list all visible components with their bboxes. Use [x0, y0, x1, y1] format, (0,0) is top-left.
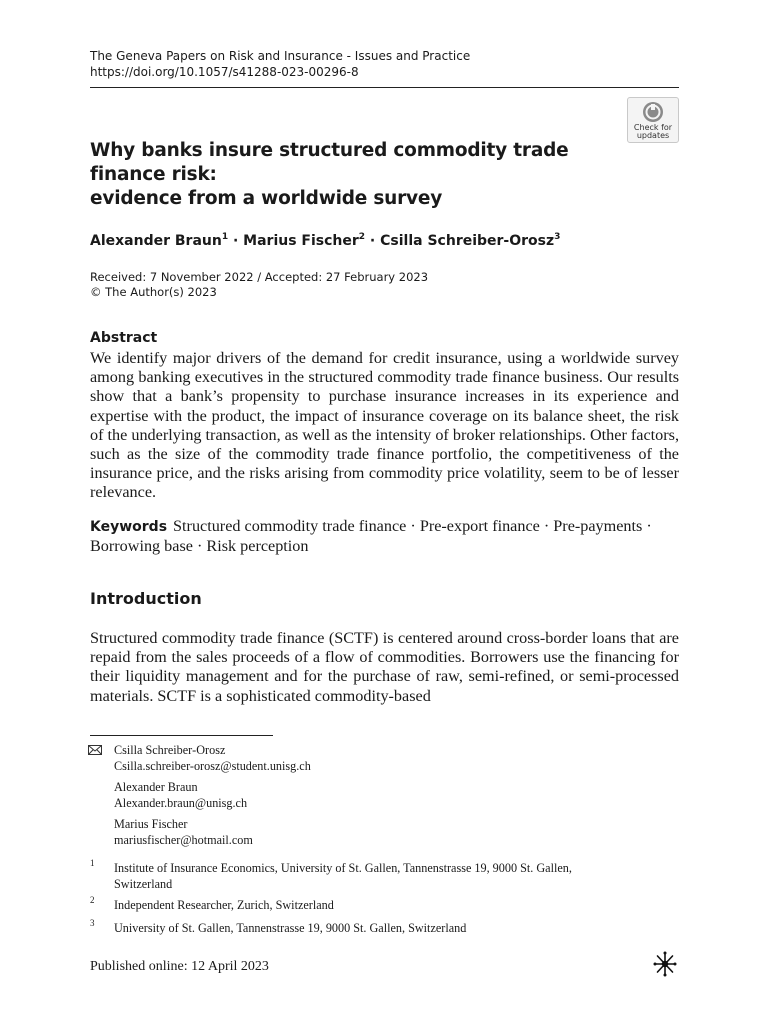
affiliation-item	[114, 897, 334, 913]
abstract-text: We identify major drivers of the demand for credit insurance, using a worldwide survey among banking executives in the structured commodity trade finance business. Our results show that a bank’s propensity to purchase insurance increases in its experience and expertise with the product, the impact of insurance coverage on its balance sheet, the risk of the underlying transaction, as well as the intensity of broker relationships. Other factors, such as the size of the commodity trade finance portfolio, the competitiveness of the insurance price, and the risks arising from commodity price volatility, seem to be of lesser relevance.	[90, 349, 679, 502]
author-separator: ·	[365, 233, 381, 249]
introduction-text: Structured commodity trade finance (SCTF) is centered around cross-border loans that are repaid from the sales proceeds of a flow of commodities. Borrowers use the financing for their liquidity management and for the purchase of raw, semi-refined, or semi-processed materials. SCTF is a sophisticated commodity-based	[90, 629, 679, 705]
introduction-heading: Introduction	[90, 589, 202, 608]
contact-item	[114, 742, 311, 774]
affiliation-line: Switzerland	[114, 877, 173, 891]
author-affil: 2	[358, 232, 366, 242]
author-name[interactable]: Marius Fischer	[243, 233, 359, 249]
published-online: Published online: 12 April 2023	[90, 959, 269, 974]
footnote-rule	[90, 735, 273, 736]
keywords-text: Structured commodity trade finance · Pre-export finance · Pre-payments · Borrowing base · Risk perception	[90, 517, 652, 556]
doi-link[interactable]: https://doi.org/10.1057/s41288-023-00296-8	[90, 65, 359, 79]
header-rule	[90, 87, 679, 88]
received-accepted: Received: 7 November 2022 / Accepted: 27 February 2023	[90, 270, 429, 284]
journal-header	[90, 48, 470, 80]
check-for-updates-badge[interactable]	[627, 97, 679, 143]
contact-email[interactable]: Csilla.schreiber-orosz@student.unisg.ch	[114, 759, 311, 773]
keywords	[90, 517, 679, 556]
author-affil: 1	[221, 232, 229, 242]
journal-name: The Geneva Papers on Risk and Insurance - Issues and Practice	[90, 49, 471, 63]
title-line-2: evidence from a worldwide survey	[90, 188, 443, 209]
copyright: © The Author(s) 2023	[90, 285, 217, 299]
affiliation-line: Independent Researcher, Zurich, Switzerland	[114, 898, 334, 912]
contact-name: Alexander Braun	[114, 780, 198, 794]
affiliation-line: University of St. Gallen, Tannenstrasse 19, 9000 St. Gallen, Switzerland	[114, 921, 467, 935]
contact-email[interactable]: mariusfischer@hotmail.com	[114, 833, 253, 847]
keywords-label: Keywords	[90, 519, 168, 535]
abstract-heading: Abstract	[90, 330, 158, 346]
affiliation-line: Institute of Insurance Economics, University of St. Gallen, Tannenstrasse 19, 9000 St. Gallen,	[114, 861, 572, 875]
affiliation-item	[114, 920, 466, 936]
affiliation-number: 3	[90, 918, 95, 928]
contact-email[interactable]: Alexander.braun@unisg.ch	[114, 796, 248, 810]
envelope-icon	[88, 745, 102, 755]
contact-name: Csilla Schreiber‑Orosz	[114, 743, 226, 757]
badge-line1: Check for	[633, 123, 673, 132]
author-name[interactable]: Alexander Braun	[90, 233, 222, 249]
springer-horse-icon	[650, 950, 680, 978]
author-name[interactable]: Csilla Schreiber‑Orosz	[380, 233, 555, 249]
contact-item	[114, 816, 253, 848]
contact-item	[114, 779, 247, 811]
affiliation-number: 1	[90, 858, 95, 868]
author-separator: ·	[228, 233, 244, 249]
check-for-updates-icon	[642, 101, 664, 123]
publication-dates	[90, 270, 428, 300]
contact-name: Marius Fischer	[114, 817, 188, 831]
badge-line2: updates	[636, 131, 670, 140]
author-list	[90, 228, 560, 250]
affiliation-item	[114, 860, 572, 892]
affiliation-number: 2	[90, 895, 95, 905]
author-affil: 3	[554, 232, 561, 242]
paper-title	[90, 139, 630, 211]
title-line-1: Why banks insure structured commodity trade finance risk:	[90, 140, 569, 185]
